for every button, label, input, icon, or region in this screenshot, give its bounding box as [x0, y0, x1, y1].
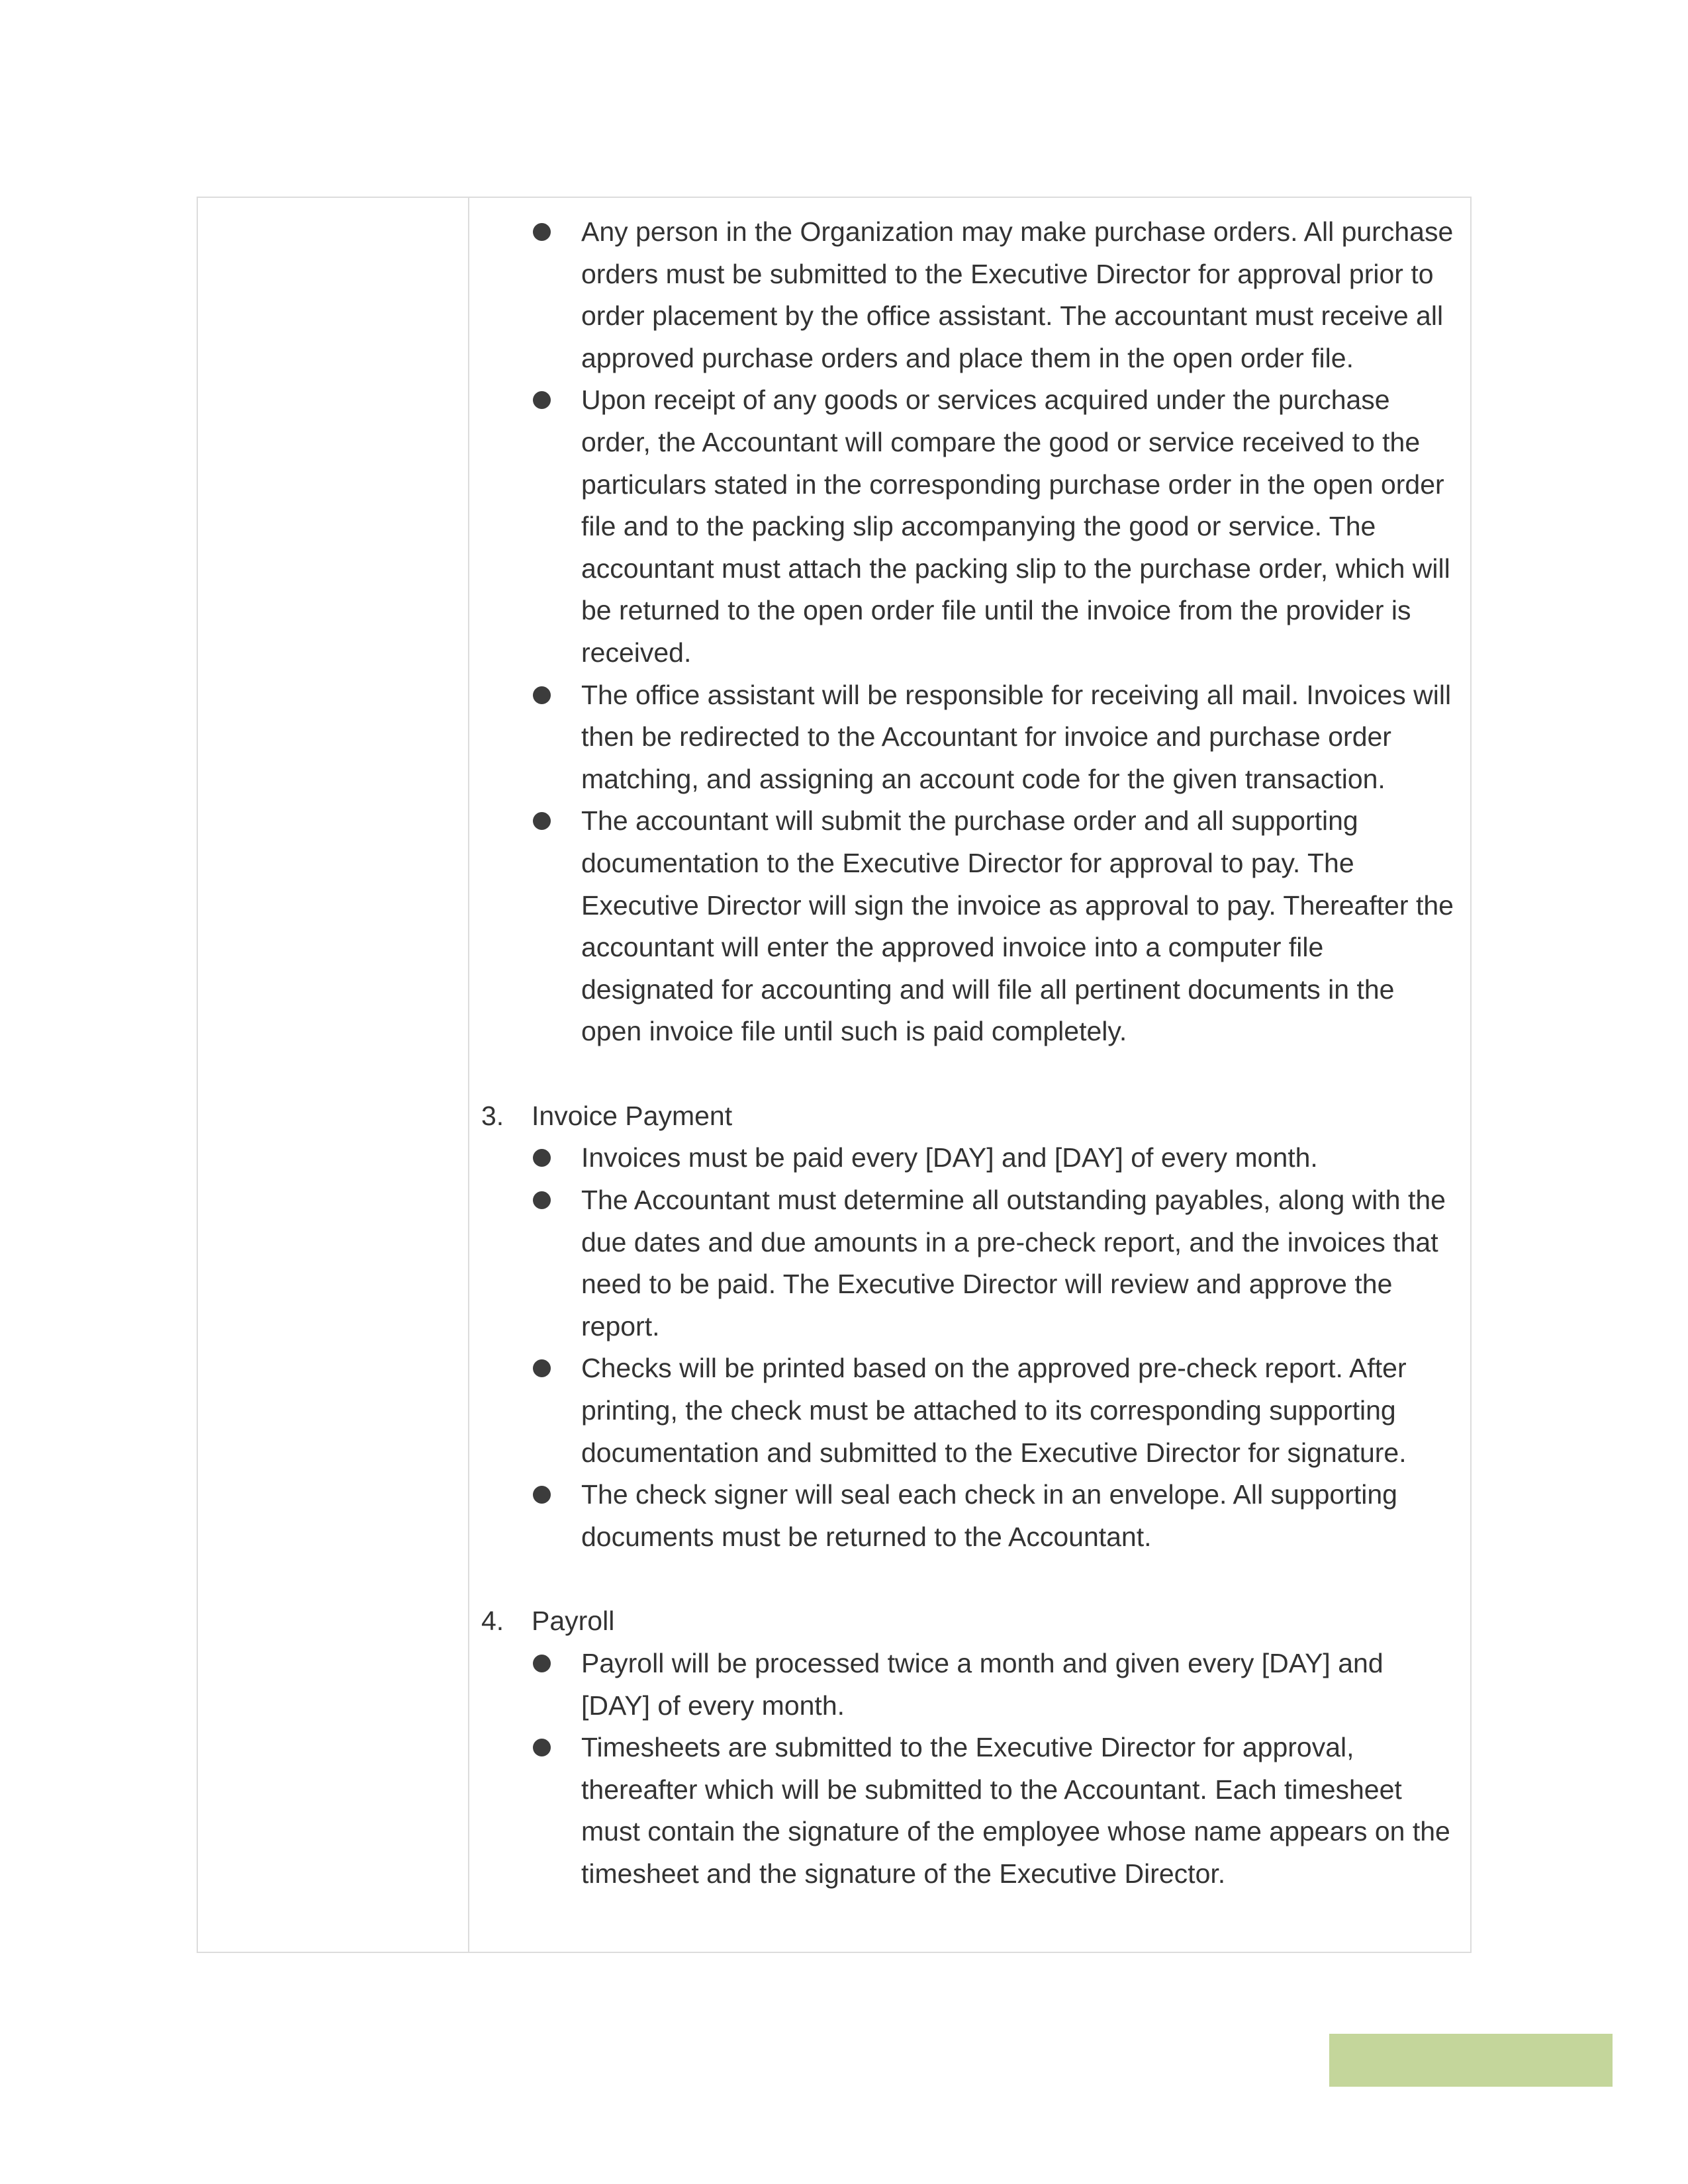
bullet-text: The accountant will submit the purchase order and all supporting documentation to the Executive Director for approval to pay. The Executive Director will sign the invoice as approval to pay. Thereafter the accountant will enter the approved invoice into a computer file designated for accounting and will file all pertinent documents in the open invoice file until such is paid completely. [581, 805, 1454, 1047]
list-item [469, 211, 1470, 379]
section-title: Invoice Payment [532, 1100, 733, 1131]
bullet-text: Timesheets are submitted to the Executive Director for approval, thereafter which will be submitted to the Accountant. Each timesheet must contain the signature of the employee whose name appears on the timesheet and the signature of the Executive Director. [581, 1732, 1450, 1889]
list-item [469, 800, 1470, 1053]
list-item [469, 1347, 1470, 1474]
bullet-icon [533, 812, 551, 830]
bullet-icon [533, 1655, 551, 1672]
payroll-bullets [469, 1643, 1470, 1895]
bullet-text: Any person in the Organization may make purchase orders. All purchase orders must be submitted to the Executive Director for approval prior to order placement by the office assistant. The accountant must receive all approved purchase orders and place them in the open order file. [581, 216, 1454, 373]
list-item [469, 1179, 1470, 1347]
bullet-icon [533, 1149, 551, 1167]
list-item [469, 674, 1470, 801]
bullet-icon [533, 1739, 551, 1756]
list-item [469, 1643, 1470, 1727]
table-left-cell [198, 198, 469, 1952]
bullet-text: Payroll will be processed twice a month and given every [DAY] and [DAY] of every month. [581, 1648, 1383, 1721]
bullet-text: Upon receipt of any goods or services acquired under the purchase order, the Accountant will compare the good or service received to the particulars stated in the corresponding purchase order in the open order file and to the packing slip accompanying the good or service. The accountant must attach the packing slip to the purchase order, which will be returned to the open order file until the invoice from the provider is received. [581, 385, 1450, 668]
invoice-payment-bullets [469, 1137, 1470, 1558]
section-number: 4. [481, 1606, 504, 1637]
list-item [469, 1474, 1470, 1558]
section-number: 3. [481, 1100, 504, 1131]
bullet-icon [533, 391, 551, 409]
section-heading-invoice-payment [469, 1095, 1470, 1138]
bullet-icon [533, 1486, 551, 1504]
list-item [469, 1137, 1470, 1179]
bullet-icon [533, 1191, 551, 1209]
bullet-text: Invoices must be paid every [DAY] and [DAY] of every month. [581, 1142, 1318, 1173]
bullet-text: The check signer will seal each check in an envelope. All supporting documents must be returned to the Accountant. [581, 1479, 1397, 1552]
bullet-icon [533, 223, 551, 241]
table-right-cell [469, 198, 1470, 1952]
bullet-text: Checks will be printed based on the approved pre-check report. After printing, the check must be attached to its corresponding supporting documentation and submitted to the Executive Director for signature. [581, 1353, 1407, 1468]
list-item [469, 379, 1470, 674]
bullet-text: The office assistant will be responsible for receiving all mail. Invoices will then be redirected to the Accountant for invoice and purchase order matching, and assigning an account code for the given transaction. [581, 679, 1452, 794]
section-title: Payroll [532, 1606, 615, 1637]
bullet-icon [533, 1359, 551, 1377]
bullet-text: The Accountant must determine all outstanding payables, along with the due dates and due amounts in a pre-check report, and the invoices that need to be paid. The Executive Director will review and approve the report. [581, 1185, 1446, 1342]
bullet-icon [533, 686, 551, 704]
list-item [469, 1727, 1470, 1895]
purchase-order-bullets [469, 211, 1470, 1053]
footer-accent-bar [1329, 2034, 1613, 2087]
section-heading-payroll [469, 1600, 1470, 1643]
policy-table [197, 197, 1472, 1953]
